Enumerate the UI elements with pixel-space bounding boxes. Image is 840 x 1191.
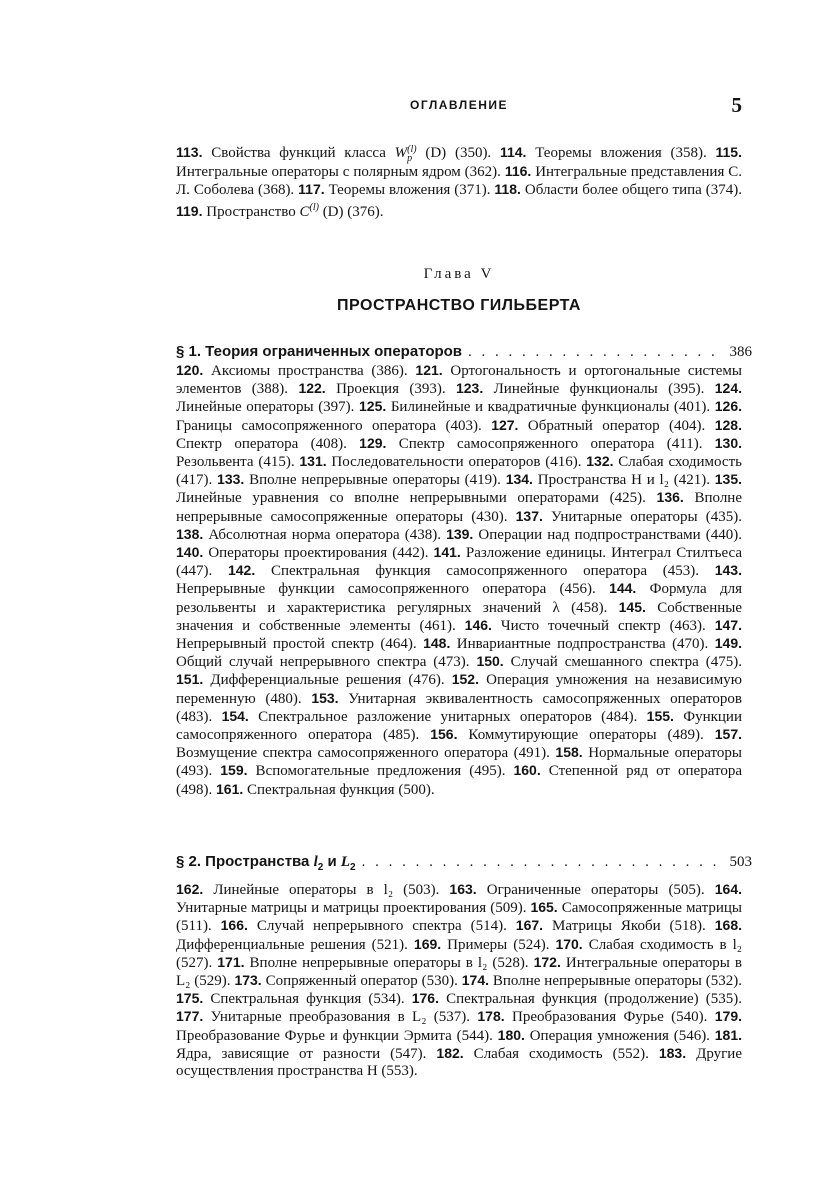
- section-2-heading[interactable]: [176, 853, 752, 873]
- item-text: (D) (376).: [318, 203, 384, 220]
- item-text: Спектральная функция (продолжение) (535).: [438, 991, 742, 1008]
- item-number: 168.: [714, 917, 742, 934]
- item-text: Унитарные операторы (435).: [542, 508, 742, 525]
- item-text: Интегральные представления С. Л. Соболева (368).: [176, 163, 742, 198]
- item-text: Теоремы вложения (371).: [324, 181, 495, 198]
- item-text: Унитарные преобразования в L₂ (537).: [203, 1009, 478, 1026]
- item-number: 158.: [555, 744, 583, 761]
- item-number: 160.: [513, 762, 541, 779]
- item-number: 129.: [359, 434, 387, 451]
- section-1-heading[interactable]: [176, 343, 752, 363]
- item-number: 141.: [433, 544, 461, 561]
- item-text: Самосопряженные матрицы (511).: [176, 900, 742, 935]
- item-number: 162.: [176, 881, 204, 897]
- item-text: Непрерывные функции самосопряженного оператора (456).: [176, 581, 610, 598]
- item-text: Вполне непрерывные операторы (532).: [489, 973, 743, 990]
- item-number: 127.: [491, 416, 519, 433]
- item-text: Спектральная функция самосопряженного оператора (453).: [255, 563, 715, 580]
- item-text: Спектральное разложение унитарных операторов (484).: [248, 708, 647, 725]
- section-2-page: 503: [729, 854, 752, 870]
- math-indices: [407, 145, 416, 163]
- item-text: Общий случай непрерывного спектра (473).: [176, 654, 477, 671]
- item-number: 148.: [423, 635, 451, 652]
- dot-leader: [468, 344, 723, 361]
- item-number: 181.: [714, 1026, 742, 1043]
- item-text: Чисто точечный спектр (463).: [491, 617, 715, 634]
- item-text: Пространства H и l₂ (421).: [532, 472, 715, 489]
- item-number: 166.: [220, 917, 248, 934]
- item-number: 137.: [515, 507, 543, 524]
- item-number: 183.: [658, 1044, 687, 1061]
- item-text: Случай смешанного спектра (475).: [503, 654, 742, 671]
- item-number: 121.: [415, 362, 443, 378]
- item-number: 147.: [714, 616, 742, 633]
- item-number: 164.: [714, 881, 742, 897]
- item-number: 170.: [555, 935, 583, 952]
- section-1-contents: [176, 362, 742, 799]
- section-1-title: § 1. Теория ограниченных операторов: [176, 343, 463, 360]
- item-number: 135.: [714, 471, 743, 488]
- item-text: Линейные функционалы (395).: [483, 381, 715, 398]
- item-text: Теоремы вложения (358).: [526, 145, 716, 161]
- item-number: 176.: [411, 990, 439, 1007]
- item-text: Инвариантные подпространства (470).: [450, 636, 715, 653]
- item-text: Абсолютная норма оператора (438).: [203, 526, 447, 543]
- item-number: 143.: [714, 562, 742, 579]
- item-text: Спектральная функция (500).: [243, 781, 435, 798]
- item-text: Ограниченные операторы (505).: [476, 882, 715, 898]
- item-number: 151.: [176, 671, 204, 688]
- item-text: Свойства функций класса: [202, 145, 395, 161]
- item-text: Ядра, зависящие от разности (547).: [176, 1045, 437, 1062]
- math-sub: 2: [350, 862, 356, 873]
- item-text: Спектр оператора (408).: [176, 435, 360, 452]
- item-number: 152.: [451, 671, 479, 688]
- item-number: 113.: [176, 144, 203, 160]
- math-symbol: l: [313, 854, 318, 870]
- item-number: 142.: [227, 562, 256, 579]
- item-number: 169.: [413, 935, 442, 952]
- dot-leader: [362, 854, 724, 871]
- item-text: Билинейные и квадратичные функционалы (401).: [386, 399, 715, 416]
- item-text: Операции над подпространствами (440).: [473, 526, 742, 543]
- item-number: 130.: [714, 434, 743, 451]
- item-text: Дифференциальные решения (476).: [203, 672, 452, 689]
- item-number: 146.: [464, 616, 492, 633]
- item-text: Слабая сходимость (417).: [176, 454, 742, 489]
- item-number: 123.: [455, 380, 484, 397]
- item-number: 117.: [298, 180, 325, 197]
- item-number: 120.: [176, 362, 204, 378]
- math-sub: 2: [317, 862, 324, 873]
- item-number: 133.: [217, 471, 245, 488]
- math-symbol: L: [340, 854, 351, 870]
- item-text: Последовательности операторов (416).: [326, 454, 587, 471]
- item-number: 172.: [533, 953, 561, 970]
- math-symbol: C: [299, 203, 310, 220]
- running-title: ОГЛАВЛЕНИЕ: [409, 98, 508, 112]
- item-text: Унитарные матрицы и матрицы проектирования (509).: [176, 900, 531, 917]
- item-text: Обратный оператор (404).: [518, 417, 715, 434]
- math-symbol: W: [394, 145, 408, 161]
- item-number: 149.: [714, 635, 742, 652]
- item-text: Сопряженный оператор (530).: [261, 973, 462, 990]
- item-number: 118.: [494, 180, 521, 197]
- item-number: 126.: [714, 398, 742, 415]
- chapter-title: ПРОСТРАНСТВО ГИЛЬБЕРТА: [337, 297, 581, 314]
- item-number: 167.: [515, 917, 544, 934]
- item-text: Степенной ряд от оператора (498).: [176, 763, 742, 798]
- title-text: и: [323, 853, 341, 870]
- item-text: Возмущение спектра самосопряженного оператора (491).: [176, 745, 556, 762]
- item-number: 119.: [176, 202, 203, 219]
- item-text: Дифференциальные решения (521).: [176, 936, 414, 953]
- item-number: 136.: [656, 489, 684, 506]
- item-text: Слабая сходимость в l₂ (527).: [176, 936, 742, 971]
- item-number: 138.: [176, 525, 204, 542]
- item-text: Спектральная функция (534).: [203, 991, 412, 1008]
- item-number: 154.: [221, 707, 249, 724]
- item-number: 114.: [499, 144, 527, 160]
- item-text: Вспомогательные предложения (495).: [247, 763, 514, 780]
- item-text: Области более общего типа (374).: [520, 181, 742, 198]
- item-number: 159.: [220, 762, 248, 779]
- item-text: Интегральные операторы в L₂ (529).: [176, 954, 742, 990]
- item-number: 157.: [714, 726, 742, 743]
- item-text: Коммутирующие операторы (489).: [457, 727, 715, 744]
- item-number: 175.: [176, 990, 204, 1007]
- item-number: 174.: [461, 972, 489, 989]
- item-text: Операция умножения на независимую переменную (480).: [176, 672, 742, 707]
- item-number: 140.: [176, 544, 204, 561]
- item-text: Линейные операторы в l₂ (503).: [203, 882, 450, 898]
- item-text: Резольвента (415).: [176, 454, 300, 471]
- item-number: 150.: [476, 653, 504, 670]
- item-number: 124.: [714, 380, 743, 397]
- intro-paragraph: [176, 144, 742, 221]
- section-2-contents: [176, 881, 742, 1080]
- item-number: 182.: [436, 1044, 464, 1061]
- item-text: Аксиомы пространства (386).: [203, 363, 416, 379]
- item-text: Примеры (524).: [441, 936, 556, 953]
- item-text: Интегральные операторы с полярным ядром (362).: [176, 163, 505, 180]
- section-2-title: [176, 853, 356, 873]
- item-text: Другие осуществления пространства H (553).: [176, 1045, 742, 1080]
- item-text: Собственные значения и собственные элементы (461).: [176, 599, 742, 634]
- item-text: Операция умножения (546).: [524, 1027, 715, 1044]
- math-sup: (l): [407, 143, 417, 155]
- item-text: Линейные операторы (397).: [176, 399, 359, 416]
- item-text: Разложение единицы. Интеграл Стилтьеса (447).: [176, 545, 742, 580]
- item-text: Преобразования Фурье (540).: [504, 1009, 715, 1026]
- item-number: 178.: [477, 1008, 505, 1025]
- running-head: [176, 93, 742, 117]
- math-sub: p: [407, 152, 413, 164]
- item-number: 180.: [497, 1026, 525, 1043]
- item-number: 163.: [449, 881, 477, 897]
- item-text: Слабая сходимость (552).: [463, 1045, 659, 1062]
- item-number: 173.: [234, 972, 262, 989]
- item-number: 165.: [530, 899, 558, 916]
- item-text: Вполне непрерывные операторы в l₂ (528).: [244, 954, 534, 971]
- item-number: 139.: [446, 525, 474, 542]
- item-text: Преобразование Фурье и функции Эрмита (544).: [176, 1027, 498, 1044]
- item-number: 153.: [311, 689, 339, 706]
- item-text: Функции самосопряженного оператора (485).: [176, 708, 742, 744]
- item-number: 144.: [609, 580, 637, 597]
- item-number: 134.: [505, 471, 533, 488]
- item-number: 116.: [504, 162, 532, 179]
- item-number: 177.: [176, 1008, 204, 1025]
- item-text: Нормальные операторы (493).: [176, 745, 742, 780]
- item-text: Случай непрерывного спектра (514).: [247, 918, 516, 935]
- item-number: 122.: [298, 380, 326, 397]
- section-1-page: 386: [729, 344, 752, 360]
- chapter-label: Глава V: [423, 266, 495, 282]
- item-number: 128.: [714, 416, 742, 433]
- item-text: Пространство: [202, 203, 300, 220]
- item-text: (D) (350).: [416, 145, 500, 161]
- item-text: Вполне непрерывные самосопряженные операторы (430).: [176, 490, 742, 525]
- item-text: Унитарная эквивалентность самосопряженных операторов (483).: [176, 690, 743, 725]
- item-number: 179.: [714, 1008, 742, 1025]
- item-text: Границы самосопряженного оператора (403).: [176, 417, 492, 434]
- math-sup: (l): [309, 201, 319, 213]
- item-number: 131.: [299, 453, 327, 470]
- item-number: 171.: [217, 953, 245, 970]
- item-number: 132.: [586, 453, 614, 470]
- title-text: § 2. Пространства: [176, 853, 314, 870]
- item-text: Ортогональность и ортогональные системы элементов (388).: [176, 363, 742, 398]
- item-text: Матрицы Якоби (518).: [543, 918, 715, 935]
- item-number: 156.: [430, 726, 458, 743]
- item-number: 155.: [646, 707, 674, 724]
- item-text: Формула для резольвенты и характеристика регулярных значений λ (458).: [176, 581, 742, 616]
- page-number: 5: [731, 93, 742, 117]
- item-text: Линейные уравнения со вполне непрерывными операторами (425).: [176, 490, 657, 507]
- item-number: 115.: [715, 144, 742, 160]
- item-number: 145.: [618, 598, 646, 615]
- item-text: Операторы проектирования (442).: [203, 545, 434, 562]
- item-text: Непрерывный простой спектр (464).: [176, 636, 424, 653]
- item-text: Вполне непрерывные операторы (419).: [244, 472, 506, 489]
- item-text: Проекция (393).: [325, 381, 456, 398]
- item-text: Спектр самосопряженного оператора (411).: [386, 435, 715, 452]
- item-number: 125.: [359, 398, 387, 415]
- item-number: 161.: [216, 780, 244, 797]
